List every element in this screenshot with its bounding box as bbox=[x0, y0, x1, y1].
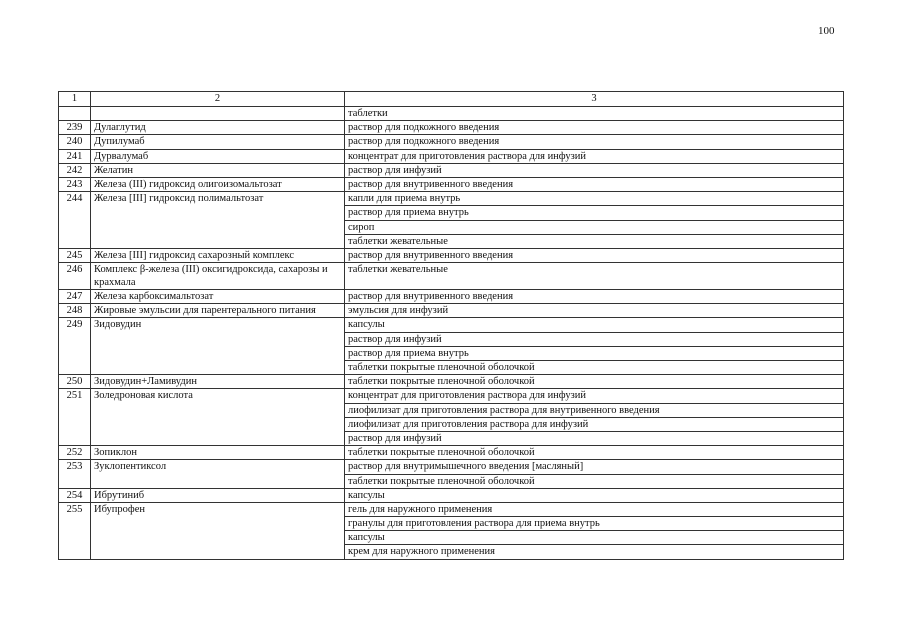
dosage-form: раствор для внутривенного введения bbox=[345, 290, 844, 304]
entry-number: 239 bbox=[59, 121, 91, 135]
dosage-form: эмульсия для инфузий bbox=[345, 304, 844, 318]
table-row bbox=[59, 149, 844, 163]
drug-name bbox=[91, 107, 345, 121]
table-row bbox=[59, 318, 844, 332]
page-number: 100 bbox=[818, 25, 835, 37]
dosage-form: лиофилизат для приготовления раствора для внутривенного введения bbox=[345, 403, 844, 417]
table-row bbox=[59, 107, 844, 121]
table-row bbox=[59, 304, 844, 318]
dosage-form: раствор для инфузий bbox=[345, 163, 844, 177]
entry-number: 246 bbox=[59, 263, 91, 290]
entry-number: 242 bbox=[59, 163, 91, 177]
drug-name: Железа (III) гидроксид олигоизомальтозат bbox=[91, 177, 345, 191]
drug-name: Железа [III] гидроксид полимальтозат bbox=[91, 192, 345, 249]
drug-name: Зуклопентиксол bbox=[91, 460, 345, 488]
table-row bbox=[59, 121, 844, 135]
entry-number: 254 bbox=[59, 488, 91, 502]
dosage-form: лиофилизат для приготовления раствора для инфузий bbox=[345, 417, 844, 431]
dosage-form: сироп bbox=[345, 220, 844, 234]
drug-name: Ибрутиниб bbox=[91, 488, 345, 502]
dosage-form: капсулы bbox=[345, 488, 844, 502]
dosage-form: раствор для подкожного введения bbox=[345, 135, 844, 149]
drug-name: Зопиклон bbox=[91, 446, 345, 460]
drug-name: Дупилумаб bbox=[91, 135, 345, 149]
entry-number bbox=[59, 107, 91, 121]
table-row bbox=[59, 375, 844, 389]
dosage-form: таблетки bbox=[345, 107, 844, 121]
entry-number: 251 bbox=[59, 389, 91, 446]
entry-number: 245 bbox=[59, 248, 91, 262]
table-row bbox=[59, 192, 844, 206]
table-row bbox=[59, 502, 844, 516]
table-row bbox=[59, 163, 844, 177]
dosage-form: раствор для приема внутрь bbox=[345, 346, 844, 360]
dosage-form: крем для наружного применения bbox=[345, 545, 844, 559]
column-header-name: 2 bbox=[91, 92, 345, 107]
drug-name: Золедроновая кислота bbox=[91, 389, 345, 446]
column-header-form: 3 bbox=[345, 92, 844, 107]
dosage-form: раствор для внутримышечного введения [масляный] bbox=[345, 460, 844, 474]
entry-number: 241 bbox=[59, 149, 91, 163]
table-row bbox=[59, 488, 844, 502]
dosage-form: концентрат для приготовления раствора для инфузий bbox=[345, 389, 844, 403]
dosage-form: капсулы bbox=[345, 531, 844, 545]
dosage-form: раствор для внутривенного введения bbox=[345, 177, 844, 191]
entry-number: 253 bbox=[59, 460, 91, 488]
entry-number: 244 bbox=[59, 192, 91, 249]
dosage-form: таблетки жевательные bbox=[345, 263, 844, 290]
drug-name: Железа [III] гидроксид сахарозный комплекс bbox=[91, 248, 345, 262]
entry-number: 248 bbox=[59, 304, 91, 318]
dosage-form: капсулы bbox=[345, 318, 844, 332]
drug-name: Желатин bbox=[91, 163, 345, 177]
dosage-form: таблетки покрытые пленочной оболочкой bbox=[345, 474, 844, 488]
entry-number: 249 bbox=[59, 318, 91, 375]
entry-number: 243 bbox=[59, 177, 91, 191]
dosage-form: таблетки покрытые пленочной оболочкой bbox=[345, 446, 844, 460]
dosage-form: таблетки жевательные bbox=[345, 234, 844, 248]
medicines-table bbox=[58, 91, 844, 560]
dosage-form: раствор для инфузий bbox=[345, 431, 844, 445]
dosage-form: таблетки покрытые пленочной оболочкой bbox=[345, 375, 844, 389]
entry-number: 255 bbox=[59, 502, 91, 559]
table-header-row bbox=[59, 92, 844, 107]
dosage-form: раствор для подкожного введения bbox=[345, 121, 844, 135]
dosage-form: гель для наружного применения bbox=[345, 502, 844, 516]
drug-name: Зидовудин bbox=[91, 318, 345, 375]
dosage-form: раствор для внутривенного введения bbox=[345, 248, 844, 262]
dosage-form: раствор для инфузий bbox=[345, 332, 844, 346]
drug-name: Железа карбоксимальтозат bbox=[91, 290, 345, 304]
dosage-form: капли для приема внутрь bbox=[345, 192, 844, 206]
table-row bbox=[59, 177, 844, 191]
dosage-form: концентрат для приготовления раствора для инфузий bbox=[345, 149, 844, 163]
dosage-form: гранулы для приготовления раствора для приема внутрь bbox=[345, 517, 844, 531]
entry-number: 240 bbox=[59, 135, 91, 149]
table-row bbox=[59, 446, 844, 460]
dosage-form: таблетки покрытые пленочной оболочкой bbox=[345, 361, 844, 375]
drug-name: Комплекс β-железа (III) оксигидроксида, сахарозы и крахмала bbox=[91, 263, 345, 290]
table-row bbox=[59, 389, 844, 403]
column-header-number: 1 bbox=[59, 92, 91, 107]
table-row bbox=[59, 263, 844, 290]
dosage-form: раствор для приема внутрь bbox=[345, 206, 844, 220]
table-row bbox=[59, 248, 844, 262]
entry-number: 247 bbox=[59, 290, 91, 304]
entry-number: 250 bbox=[59, 375, 91, 389]
table-row bbox=[59, 135, 844, 149]
entry-number: 252 bbox=[59, 446, 91, 460]
drug-name: Жировые эмульсии для парентерального питания bbox=[91, 304, 345, 318]
drug-name: Дулаглутид bbox=[91, 121, 345, 135]
table-row bbox=[59, 460, 844, 474]
drug-name: Ибупрофен bbox=[91, 502, 345, 559]
drug-name: Дурвалумаб bbox=[91, 149, 345, 163]
drug-name: Зидовудин+Ламивудин bbox=[91, 375, 345, 389]
table-row bbox=[59, 290, 844, 304]
